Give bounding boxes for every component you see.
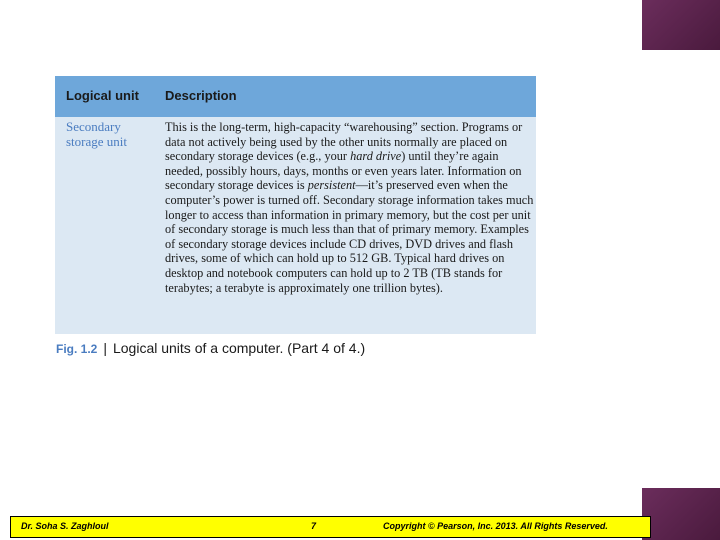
footer-author: Dr. Soha S. Zaghloul — [21, 521, 109, 531]
description-emphasis-persistent: persistent — [307, 178, 356, 193]
figure-number: Fig. 1.2 — [56, 342, 98, 356]
figure-caption — [56, 340, 365, 356]
footer-page-number: 7 — [311, 521, 317, 531]
caption-separator: | — [103, 340, 107, 356]
logical-units-table — [55, 76, 536, 334]
caption-text: Logical units of a computer. (Part 4 of 4.) — [112, 340, 366, 356]
description-part2: ) until they’re again needed, possibly hours, days, months or even years later. Information on secondary storage devices is — [165, 149, 522, 193]
description-part3: —it’s preserved even when the computer’s power is turned off. Secondary storage information takes much longer to access than information in primary memory, but the cost per unit of secondary storage is much less than that of primary memory. Examples of secondary storage devices include CD drives, DVD drives and flash drives, some of which can hold up to 512 GB. Typical hard drives on desktop and notebook computers can hold up to 2 TB (TB stands for terabytes; a terabyte is approximately one trillion bytes). — [165, 178, 534, 295]
description-part1: This is the long-term, high-capacity “warehousing” section. Programs or data not actively being used by the other units normally are placed on secondary storage devices (e.g., your — [165, 120, 523, 164]
table-header — [55, 76, 536, 117]
unit-name-cell — [66, 120, 156, 149]
header-logical-unit: Logical unit — [66, 88, 139, 103]
header-description: Description — [165, 88, 237, 103]
description-cell — [165, 120, 535, 295]
corner-decoration-bottom — [642, 488, 720, 540]
corner-decoration-top — [642, 0, 720, 50]
slide-footer — [10, 516, 651, 538]
description-emphasis-hard-drive: hard drive — [350, 149, 402, 164]
unit-name-line1: Secondary — [66, 119, 121, 134]
footer-copyright: Copyright © Pearson, Inc. 2013. All Rights Reserved. — [383, 521, 608, 531]
unit-name-line2: storage unit — [66, 133, 128, 149]
